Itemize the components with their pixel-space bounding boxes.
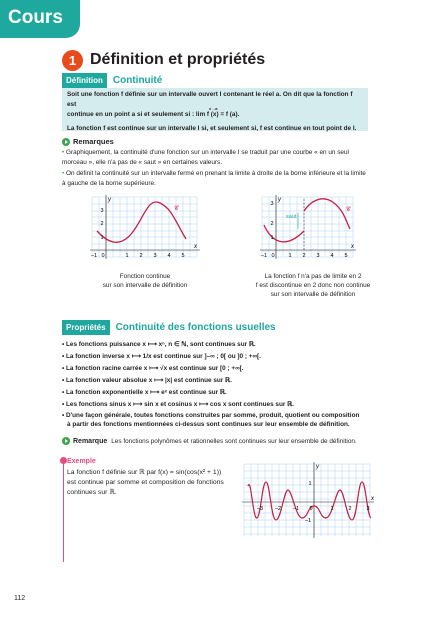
- property-item: • La fonction valeur absolue x ⟼ |x| est continue sur ℝ.: [62, 377, 232, 384]
- page-number: 112: [14, 595, 26, 602]
- property-item: • La fonction exponentielle x ⟼ eˣ est continue sur ℝ.: [62, 389, 227, 396]
- properties-list: [62, 339, 376, 429]
- graph-continuous: [88, 193, 204, 269]
- continuous-curve: [97, 202, 186, 242]
- play-icon: [62, 437, 70, 445]
- property-item: • La fonction racine carrée x ⟼ √x est continue sur [0 ; +∞[.: [62, 365, 244, 372]
- graph-discontinuous: [258, 193, 358, 269]
- tick-y: 2: [270, 221, 274, 227]
- tick-x: 3: [153, 253, 157, 259]
- x-axis-label: x: [371, 496, 374, 502]
- tick-x: –1: [292, 506, 300, 512]
- property-item: • Les fonctions puissance x ⟼ xⁿ, n ∈ ℕ, sont continues sur ℝ.: [62, 341, 256, 348]
- tick-x: 5: [181, 253, 185, 259]
- graph-example: [240, 460, 380, 540]
- properties-title: Continuité des fonctions usuelles: [115, 322, 276, 333]
- definition-line-3: La fonction f est continue sur un intervalle I si, et seulement si, f est continue en tout point de I.: [67, 125, 357, 132]
- section-header: [62, 49, 265, 71]
- tick-x: 0: [309, 506, 313, 512]
- section-number: 1: [62, 50, 83, 71]
- definition-box: [62, 88, 368, 131]
- y-axis-label: y: [316, 464, 319, 470]
- definition-label-row: [62, 73, 162, 88]
- remarks-title: Remarques: [62, 137, 114, 146]
- example-title: Exemple: [67, 458, 96, 465]
- tick-x: 3: [366, 506, 370, 512]
- tick-x: 4: [167, 253, 171, 259]
- tick-x: –2: [274, 506, 282, 512]
- property-item: • La fonction inverse x ⟼ 1/x est continue sur ]–∞ ; 0[ ou ]0 ; +∞[.: [62, 353, 261, 360]
- tick-y: 1: [270, 235, 274, 241]
- property-item: • D'une façon générale, toutes fonctions construites par somme, produit, quotient ou composition: [62, 412, 360, 419]
- chapter-tab: [0, 0, 80, 38]
- tick-x: 5: [344, 253, 348, 259]
- definition-badge: Définition: [62, 73, 107, 88]
- properties-label-row: [62, 320, 276, 335]
- x-axis-label: x: [194, 244, 197, 250]
- x-axis-label: x: [351, 244, 354, 250]
- tick-x: 1: [125, 253, 129, 259]
- tick-x: –1: [90, 253, 98, 259]
- limit-subscript: x→a: [209, 106, 218, 111]
- tick-x: 0: [101, 253, 105, 259]
- tab-label: Cours: [8, 7, 63, 28]
- remark-bullet-1: • Graphiquement, la continuité d'une fonction sur un intervalle I se traduit par une courbe « en un seul morceau », elle n'a pas de « saut » en certaines valeurs.: [62, 149, 349, 166]
- tick-x: 3: [316, 253, 320, 259]
- y-axis-label: y: [278, 197, 281, 203]
- tick-x: 2: [302, 253, 306, 259]
- tick-x: 2: [139, 253, 143, 259]
- section-title: Définition et propriétés: [90, 51, 266, 68]
- example-marker: [60, 457, 67, 464]
- curve-label: 𝒞: [174, 206, 179, 212]
- remark-2-text: Les fonctions polynômes et rationnelles sont continues sur leur ensemble de définition.: [111, 437, 357, 445]
- example-text: La fonction f définie sur ℝ par f(x) = sin(cos(x² + 1)) est continue par somme et composition de fonctions continues sur ℝ.: [67, 469, 224, 496]
- tick-y: –1: [304, 518, 312, 524]
- tick-x: 1: [330, 506, 334, 512]
- tick-x: –1: [260, 253, 268, 259]
- tick-y: 3: [100, 208, 104, 214]
- property-item-cont: à partir des fonctions mentionnées ci-dessus sont continues sur leur ensemble de définition.: [67, 421, 350, 428]
- y-axis-label: y: [108, 197, 111, 203]
- property-item: • Les fonctions sinus x ⟼ sin x et cosinus x ⟼ cos x sont continues sur ℝ.: [62, 401, 294, 408]
- tick-y: 1: [308, 481, 312, 487]
- definition-line-2: continue en un point a si et seulement si : lim f (x) = f (a).: [67, 111, 240, 118]
- remark-bullet-2: • On définit la continuité sur un intervalle fermé en prenant la limite à droite de la borne inférieure et la limite à gauche de la borne supérieure.: [62, 170, 366, 187]
- tick-y: 3: [270, 201, 274, 207]
- properties-badge: Propriétés: [62, 320, 110, 335]
- tick-x: 4: [330, 253, 334, 259]
- tick-y: 1: [100, 235, 104, 241]
- jump-label: saut: [286, 214, 297, 220]
- remark-2-title: Remarque: [73, 437, 108, 445]
- tick-x: 2: [348, 506, 352, 512]
- caption-left: Fonction continue sur son intervalle de définition: [102, 273, 188, 289]
- example-curve: [248, 482, 371, 520]
- tick-x: 1: [288, 253, 292, 259]
- tick-x: 0: [271, 253, 275, 259]
- remark-2: [62, 437, 357, 445]
- curve-label: 𝒞: [346, 207, 351, 213]
- play-icon: [62, 138, 70, 146]
- tick-x: –3: [256, 506, 264, 512]
- example-rule: [63, 458, 64, 562]
- tick-y: 2: [100, 221, 104, 227]
- caption-right: La fonction f n'a pas de limite en 2 f est discontinue en 2 donc non continue sur son intervalle de définition: [255, 273, 371, 298]
- definition-line-1: Soit une fonction f définie sur un intervalle ouvert I contenant le réel a. On dit que la fonction f est: [67, 91, 353, 108]
- definition-title: Continuité: [112, 75, 163, 86]
